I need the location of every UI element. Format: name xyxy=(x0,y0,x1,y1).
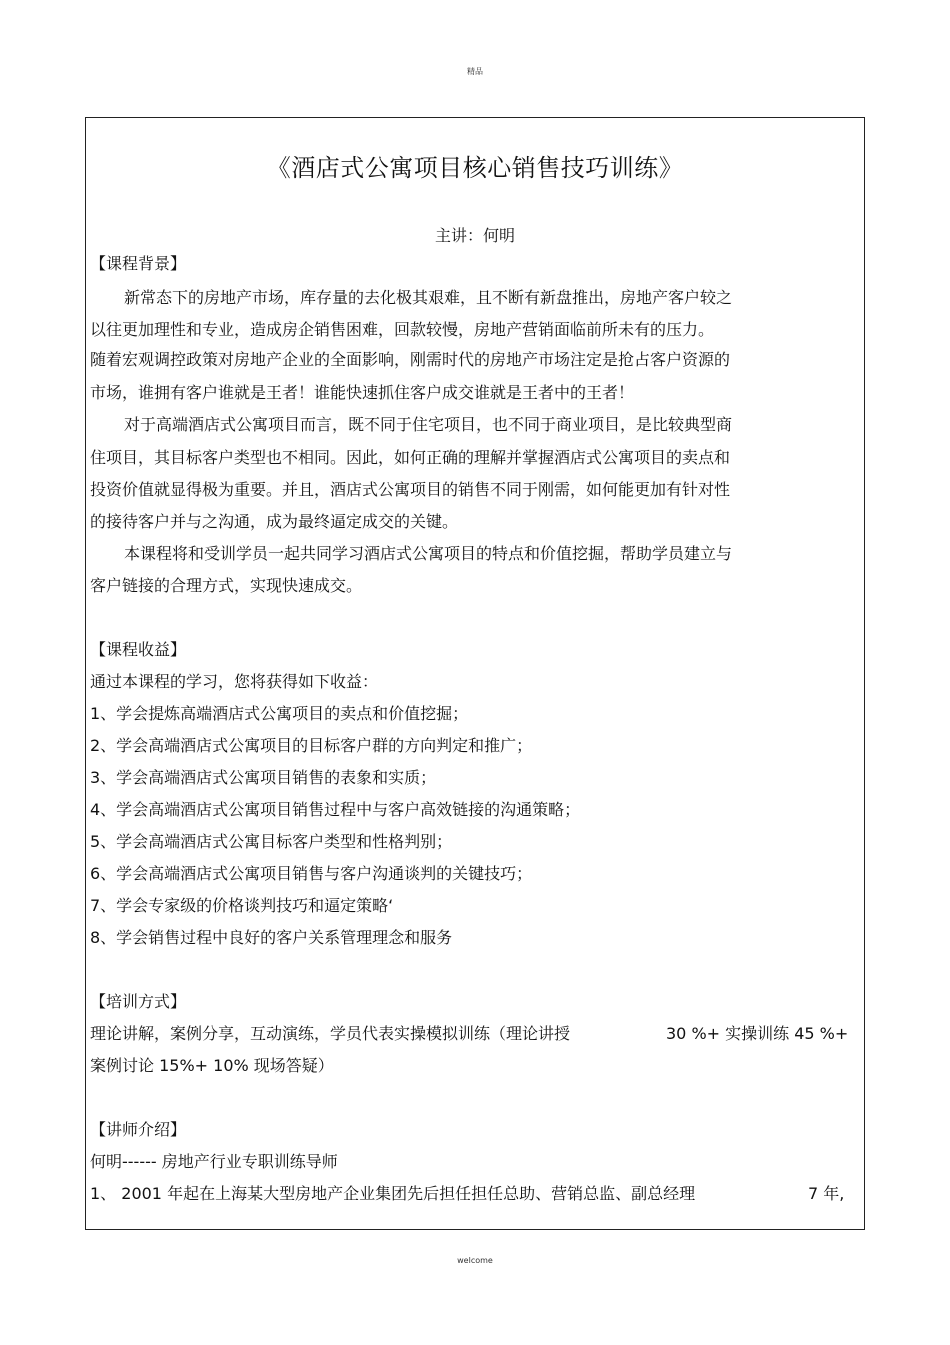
background-line: 本课程将和受训学员一起共同学习酒店式公寓项目的特点和价值挖掘，帮助学员建立与 xyxy=(124,544,733,563)
instructor-heading: 【讲师介绍】 xyxy=(90,1120,187,1139)
benefits-heading: 【课程收益】 xyxy=(90,640,187,659)
header-watermark: 精品 xyxy=(467,67,483,76)
training-line: 案例讨论 15%+ 10% 现场答疑） xyxy=(90,1056,334,1075)
benefit-item: 2、学会高端酒店式公寓项目的目标客户群的方向判定和推广； xyxy=(90,736,533,755)
background-line: 对于高端酒店式公寓项目而言，既不同于住宅项目，也不同于商业项目，是比较典型商 xyxy=(124,415,733,434)
training-line-percent: 30 %+ 实操训练 45 %+ xyxy=(666,1024,849,1043)
benefit-item: 3、学会高端酒店式公寓项目销售的表象和实质； xyxy=(90,768,437,787)
training-heading: 【培训方式】 xyxy=(90,992,187,1011)
background-line: 市场，谁拥有客户谁就是王者！谁能快速抓住客户成交谁就是王者中的王者！ xyxy=(90,383,635,402)
benefit-item: 4、学会高端酒店式公寓项目销售过程中与客户高效链接的沟通策略； xyxy=(90,800,581,819)
instructor-item: 1、 2001 年起在上海某大型房地产企业集团先后担任担任总助、营销总监、副总经理 xyxy=(90,1184,696,1203)
instructor-name-line: 何明------ 房地产行业专职训练导师 xyxy=(90,1152,338,1171)
background-line: 住项目，其目标客户类型也不相同。因此，如何正确的理解并掌握酒店式公寓项目的卖点和 xyxy=(90,448,731,467)
background-line: 以往更加理性和专业，造成房企销售困难，回款较慢，房地产营销面临前所未有的压力。 xyxy=(90,320,715,339)
document-title: 《酒店式公寓项目核心销售技巧训练》 xyxy=(266,154,684,182)
background-line: 投资价值就显得极为重要。并且，酒店式公寓项目的销售不同于刚需，如何能更加有针对性 xyxy=(90,480,731,499)
instructor-item-years: 7 年, xyxy=(808,1184,845,1203)
background-line: 新常态下的房地产市场，库存量的去化极其艰难，且不断有新盘推出，房地产客户较之 xyxy=(124,288,733,307)
background-heading: 【课程背景】 xyxy=(90,254,187,273)
benefit-item: 6、学会高端酒店式公寓项目销售与客户沟通谈判的关键技巧； xyxy=(90,864,533,883)
benefit-item: 5、学会高端酒店式公寓目标客户类型和性格判别； xyxy=(90,832,453,851)
background-line: 客户链接的合理方式，实现快速成交。 xyxy=(90,576,363,595)
background-line: 的接待客户并与之沟通，成为最终逼定成交的关键。 xyxy=(90,512,459,531)
lecturer-line: 主讲：何明 xyxy=(434,226,515,245)
benefit-item: 7、学会专家级的价格谈判技巧和逼定策略‘ xyxy=(90,896,394,915)
benefit-item: 8、学会销售过程中良好的客户关系管理理念和服务 xyxy=(90,928,453,947)
training-line-start: 理论讲解，案例分享，互动演练，学员代表实操模拟训练（理论讲授 xyxy=(90,1024,571,1043)
footer-watermark: welcome xyxy=(457,1256,493,1265)
background-line: 随着宏观调控政策对房地产企业的全面影响，刚需时代的房地产市场注定是抢占客户资源的 xyxy=(90,350,731,369)
benefits-intro: 通过本课程的学习，您将获得如下收益： xyxy=(90,672,379,691)
benefit-item: 1、学会提炼高端酒店式公寓项目的卖点和价值挖掘； xyxy=(90,704,469,723)
